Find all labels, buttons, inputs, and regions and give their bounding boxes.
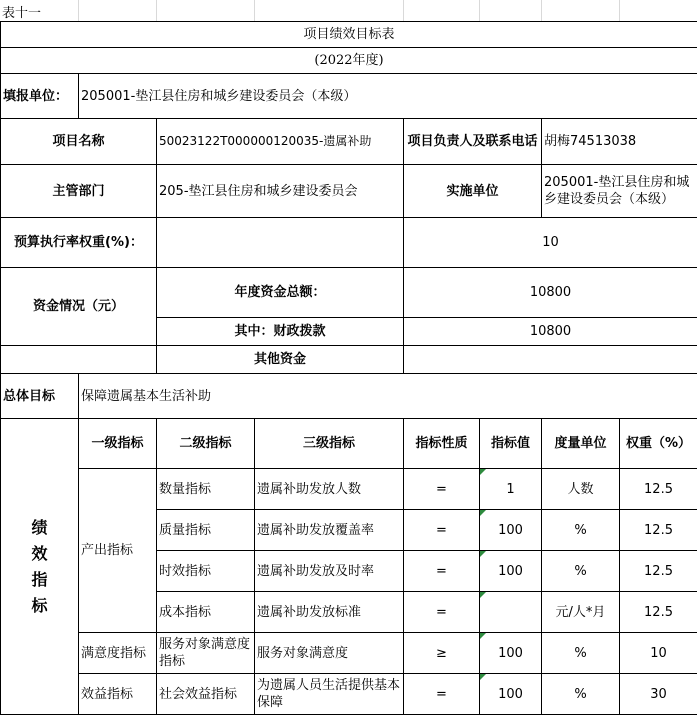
impl-unit-label: 实施单位 — [404, 165, 542, 218]
table-row — [1, 469, 697, 510]
budget-rate-blank — [157, 218, 404, 268]
header-level3: 三级指标 — [255, 419, 404, 469]
header-nature: 指标性质 — [404, 419, 480, 469]
value-cell[interactable]: 100 — [480, 633, 542, 674]
funds-total-value[interactable]: 10800 — [404, 268, 697, 318]
weight-cell[interactable]: 12.5 — [620, 551, 697, 592]
overall-target-label: 总体目标 — [1, 374, 79, 419]
grid-line — [403, 0, 404, 21]
level3-cell[interactable]: 遗属补助发放人数 — [255, 469, 404, 510]
project-owner-label: 项目负责人及联系电话 — [404, 119, 542, 165]
table-row — [1, 674, 697, 715]
grid-line — [541, 0, 542, 21]
budget-rate-value[interactable]: 10 — [404, 218, 697, 268]
table-row — [1, 633, 697, 674]
weight-cell[interactable]: 30 — [620, 674, 697, 715]
nature-cell[interactable]: = — [404, 551, 480, 592]
header-level2: 二级指标 — [157, 419, 255, 469]
level2-cell[interactable]: 时效指标 — [157, 551, 255, 592]
level2-cell[interactable]: 数量指标 — [157, 469, 255, 510]
nature-cell[interactable]: = — [404, 469, 480, 510]
dept-value[interactable]: 205-垫江县住房和城乡建设委员会 — [157, 165, 404, 218]
funds-other-label: 其他资金 — [157, 346, 404, 374]
unit-cell[interactable]: % — [542, 633, 620, 674]
level2-cell[interactable]: 成本指标 — [157, 592, 255, 633]
level1-satisfaction: 满意度指标 — [79, 633, 157, 674]
unit-cell[interactable]: 人数 — [542, 469, 620, 510]
weight-cell[interactable]: 12.5 — [620, 592, 697, 633]
sheet-label: 表十一 — [2, 6, 42, 21]
value-cell[interactable] — [480, 592, 542, 633]
level2-cell[interactable]: 社会效益指标 — [157, 674, 255, 715]
value-cell[interactable]: 100 — [480, 510, 542, 551]
level3-cell[interactable]: 遗属补助发放标准 — [255, 592, 404, 633]
table-title: 项目绩效目标表 — [1, 22, 697, 48]
grid-line — [156, 0, 157, 21]
level1-output: 产出指标 — [79, 469, 157, 633]
funds-total-label: 年度资金总额： — [157, 268, 404, 318]
header-value: 指标值 — [480, 419, 542, 469]
nature-cell[interactable]: ≥ — [404, 633, 480, 674]
grid-line — [479, 0, 480, 21]
nature-cell[interactable]: = — [404, 592, 480, 633]
funds-other-value[interactable] — [404, 346, 697, 374]
level2-cell[interactable]: 服务对象满意度指标 — [157, 633, 255, 674]
project-owner-value[interactable]: 胡梅74513038 — [542, 119, 697, 165]
project-name-value[interactable]: 50023122T000000120035-遗属补助 — [157, 119, 404, 165]
budget-rate-label: 预算执行率权重(%)： — [1, 218, 157, 268]
value-cell[interactable]: 1 — [480, 469, 542, 510]
value-cell[interactable]: 100 — [480, 551, 542, 592]
fill-unit-label: 填报单位： — [1, 74, 79, 119]
funds-fiscal-value[interactable]: 10800 — [404, 318, 697, 346]
funds-blank — [1, 346, 157, 374]
level3-cell[interactable]: 服务对象满意度 — [255, 633, 404, 674]
unit-cell[interactable]: % — [542, 551, 620, 592]
grid-line — [78, 0, 79, 21]
grid-line — [254, 0, 255, 21]
header-unit: 度量单位 — [542, 419, 620, 469]
weight-cell[interactable]: 10 — [620, 633, 697, 674]
nature-cell[interactable]: = — [404, 674, 480, 715]
header-weight: 权重（%） — [620, 419, 697, 469]
unit-cell[interactable]: 元/人*月 — [542, 592, 620, 633]
unit-cell[interactable]: % — [542, 674, 620, 715]
nature-cell[interactable]: = — [404, 510, 480, 551]
level2-cell[interactable]: 质量指标 — [157, 510, 255, 551]
level3-cell[interactable]: 遗属补助发放及时率 — [255, 551, 404, 592]
grid-line — [619, 0, 620, 21]
project-name-label: 项目名称 — [1, 119, 157, 165]
performance-target-table — [0, 21, 697, 715]
funds-label: 资金情况（元） — [1, 268, 157, 346]
value-cell[interactable]: 100 — [480, 674, 542, 715]
level3-cell[interactable]: 遗属补助发放覆盖率 — [255, 510, 404, 551]
weight-cell[interactable]: 12.5 — [620, 510, 697, 551]
table-subtitle: (2022年度) — [1, 48, 697, 74]
unit-cell[interactable]: % — [542, 510, 620, 551]
weight-cell[interactable]: 12.5 — [620, 469, 697, 510]
dept-label: 主管部门 — [1, 165, 157, 218]
overall-target-value[interactable]: 保障遗属基本生活补助 — [79, 374, 697, 419]
level1-benefit: 效益指标 — [79, 674, 157, 715]
header-level1: 一级指标 — [79, 419, 157, 469]
funds-fiscal-label: 其中：财政拨款 — [157, 318, 404, 346]
perf-indicator-label: 绩效指标 — [1, 419, 79, 715]
fill-unit-value[interactable]: 205001-垫江县住房和城乡建设委员会（本级） — [79, 74, 697, 119]
impl-unit-value[interactable]: 205001-垫江县住房和城乡建设委员会（本级） — [542, 165, 697, 218]
level3-cell[interactable]: 为遗属人员生活提供基本保障 — [255, 674, 404, 715]
